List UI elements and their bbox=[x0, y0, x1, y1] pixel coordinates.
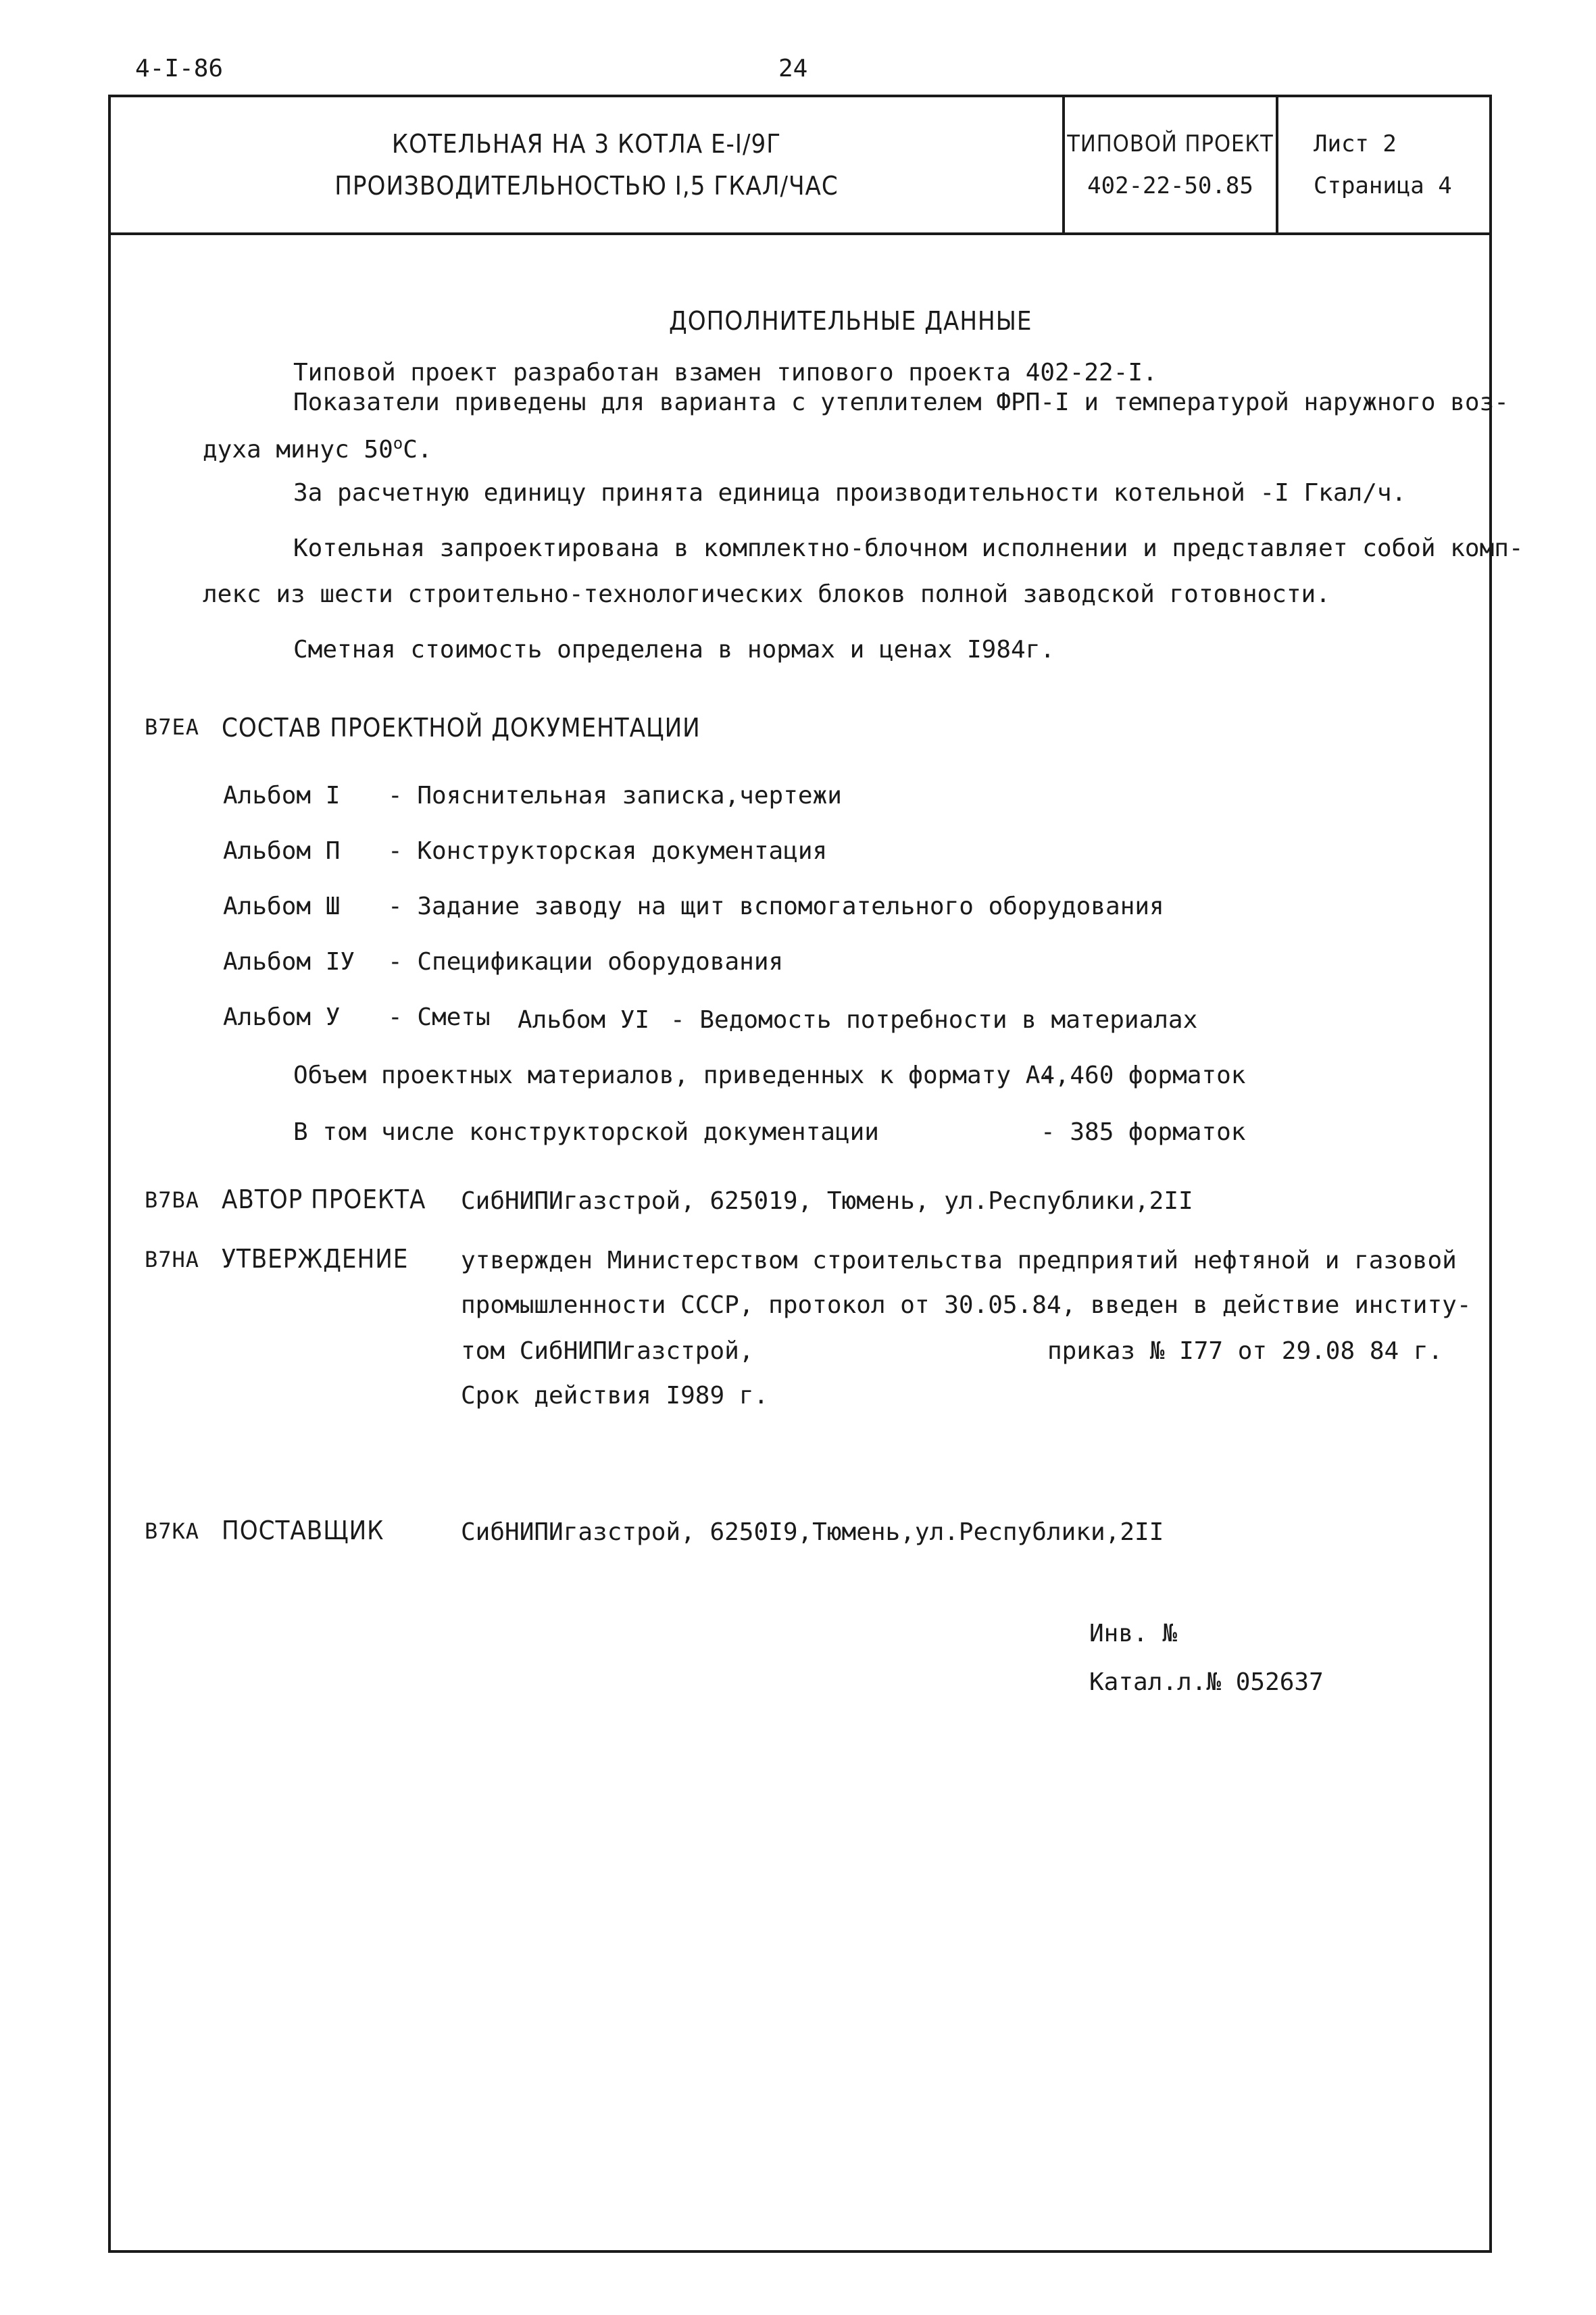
volume-value: - 460 форматок bbox=[1041, 1062, 1246, 1089]
album-3-desc: - Задание заводу на щит вспомогательного оборудования bbox=[388, 893, 1164, 920]
approval-order: приказ № I77 от 29.08 84 г. bbox=[1047, 1337, 1443, 1365]
sheet-number: Лист 2 bbox=[1314, 130, 1397, 157]
page-number: 24 bbox=[778, 55, 808, 82]
header-divider-2 bbox=[1276, 97, 1278, 232]
design-docs-value: - 385 форматок bbox=[1041, 1118, 1246, 1146]
air-temp-unit: С. bbox=[403, 436, 432, 464]
volume-label: Объем проектных материалов, приведенных к формату А4, bbox=[293, 1062, 1070, 1089]
album-6-name: Альбом УI bbox=[518, 1006, 650, 1034]
album-4-desc: - Спецификации оборудования bbox=[388, 948, 784, 976]
additional-para-5: Сметная стоимость определена в нормах и ценах I984г. bbox=[293, 636, 1055, 664]
author-value: СибНИПИгазстрой, 625019, Тюмень, ул.Республики,2II bbox=[461, 1187, 1193, 1215]
album-5-name: Альбом У bbox=[223, 1003, 341, 1031]
page-label: Страница 4 bbox=[1314, 172, 1452, 199]
sheet-cell bbox=[1314, 97, 1489, 232]
project-cell bbox=[1065, 97, 1276, 232]
design-docs-label: В том числе конструкторской документации bbox=[293, 1118, 879, 1146]
approval-line-2: промышленности СССР, протокол от 30.05.84, введен в действие институ- bbox=[461, 1291, 1472, 1319]
additional-para-4-line-2: лекс из шести строительно-технологических блоков полной заводской готовности. bbox=[203, 580, 1330, 608]
composition-heading: СОСТАВ ПРОЕКТНОЙ ДОКУМЕНТАЦИИ bbox=[222, 713, 701, 743]
album-2-name: Альбом П bbox=[223, 837, 341, 865]
author-label: АВТОР ПРОЕКТА bbox=[222, 1185, 426, 1214]
album-3-name: Альбом Ш bbox=[223, 893, 341, 920]
composition-code: В7ЕА bbox=[145, 714, 200, 740]
album-6-desc: - Ведомость потребности в материалах bbox=[670, 1006, 1198, 1034]
album-1-desc: - Пояснительная записка,чертежи bbox=[388, 782, 842, 810]
degree-sign: о bbox=[393, 434, 403, 453]
album-1-name: Альбом I bbox=[223, 782, 341, 810]
approval-label: УТВЕРЖДЕНИЕ bbox=[222, 1244, 409, 1274]
additional-para-4-line-1: Котельная запроектирована в комплектно-блочном исполнении и представляет собой комп- bbox=[293, 534, 1524, 562]
page-frame bbox=[108, 95, 1492, 2253]
project-number: 402-22-50.85 bbox=[1087, 172, 1253, 199]
title-block bbox=[111, 97, 1489, 235]
additional-para-2-line-2 bbox=[203, 435, 432, 462]
author-code: В7ВА bbox=[145, 1187, 200, 1213]
validity-period: Срок действия I989 г. bbox=[461, 1382, 769, 1410]
catalog-sheet-number: Катал.л.№ 052637 bbox=[1089, 1668, 1324, 1696]
additional-para-3: За расчетную единицу принята единица производительности котельной -I Гкал/ч. bbox=[293, 479, 1407, 507]
supplier-label: ПОСТАВЩИК bbox=[222, 1516, 384, 1545]
additional-para-2-line-1: Показатели приведены для варианта с утеплителем ФРП-I и температурой наружного воз- bbox=[293, 389, 1509, 416]
supplier-value: СибНИПИгазстрой, 6250I9,Тюмень,ул.Республики,2II bbox=[461, 1518, 1164, 1546]
air-temp-text: духа минус 50 bbox=[203, 436, 393, 464]
album-2-desc: - Конструкторская документация bbox=[388, 837, 828, 865]
project-label: ТИПОВОЙ ПРОЕКТ bbox=[1067, 130, 1274, 157]
supplier-code: В7КА bbox=[145, 1518, 200, 1544]
title-line-1: КОТЕЛЬНАЯ НА 3 КОТЛА Е-I/9Г bbox=[391, 129, 782, 159]
title-line-2: ПРОИЗВОДИТЕЛЬНОСТЬЮ I,5 ГКАЛ/ЧАС bbox=[334, 171, 839, 201]
approval-code: В7НА bbox=[145, 1247, 200, 1272]
approval-line-3-left: том СибНИПИгазстрой, bbox=[461, 1337, 754, 1365]
additional-data-heading: ДОПОЛНИТЕЛЬНЫЕ ДАННЫЕ bbox=[669, 306, 1032, 336]
album-4-name: Альбом IУ bbox=[223, 948, 355, 976]
inventory-number: Инв. № bbox=[1089, 1620, 1178, 1647]
document-code: 4-I-86 bbox=[135, 55, 224, 82]
title-cell bbox=[111, 97, 1062, 232]
additional-para-1: Типовой проект разработан взамен типового проекта 402-22-I. bbox=[293, 359, 1157, 387]
album-5-desc: - Сметы bbox=[388, 1003, 491, 1031]
approval-line-1: утвержден Министерством строительства предприятий нефтяной и газовой bbox=[461, 1247, 1457, 1274]
